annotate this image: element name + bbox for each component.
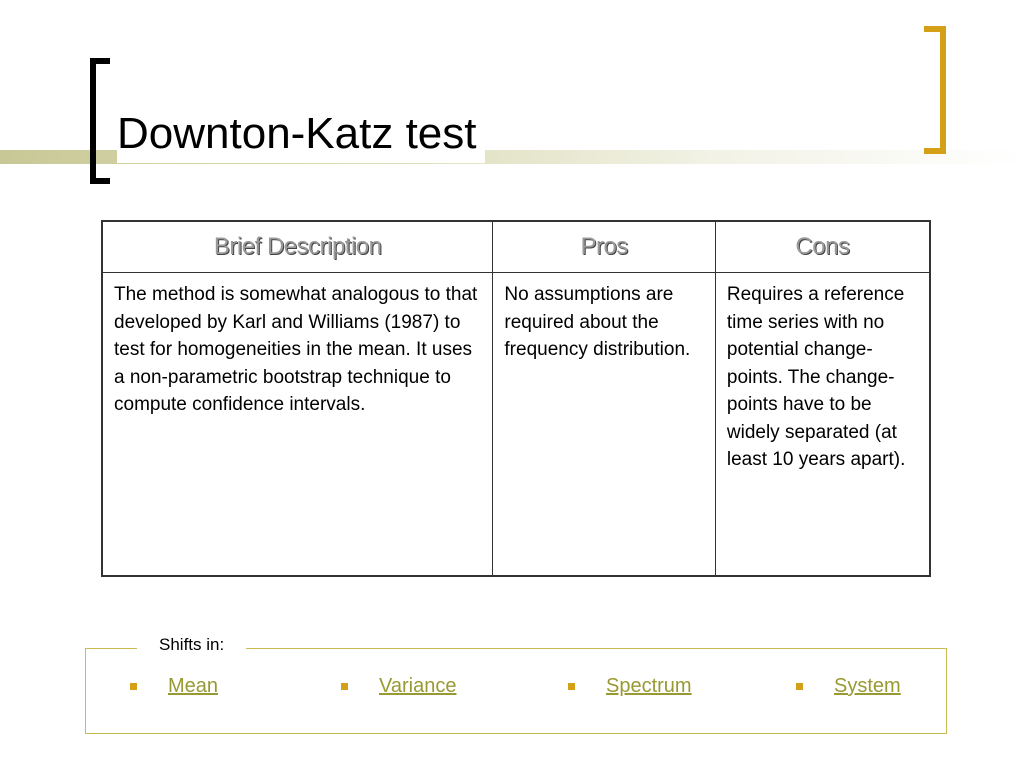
header-pros: Pros xyxy=(493,221,715,273)
comparison-table xyxy=(101,220,931,577)
square-bullet-icon xyxy=(130,683,137,690)
shifts-label: Shifts in: xyxy=(137,634,246,656)
spectrum-link[interactable]: Spectrum xyxy=(606,675,692,697)
table-row xyxy=(102,273,930,577)
right-bracket-decoration xyxy=(924,26,946,154)
square-bullet-icon xyxy=(568,683,575,690)
left-bracket-decoration xyxy=(90,58,110,184)
square-bullet-icon xyxy=(341,683,348,690)
header-brief-description: Brief Description xyxy=(102,221,493,273)
header-cons: Cons xyxy=(715,221,930,273)
system-link[interactable]: System xyxy=(834,675,901,697)
mean-link[interactable]: Mean xyxy=(168,675,219,697)
table-header-row xyxy=(102,221,930,273)
variance-link[interactable]: Variance xyxy=(379,675,457,697)
cell-pros: No assumptions are required about the frequency distribution. xyxy=(493,273,715,577)
slide-title: Downton-Katz test xyxy=(117,105,485,163)
cell-cons: Requires a reference time series with no potential change-points. The change-points have to be widely separated (at least 10 years apart). xyxy=(715,273,930,577)
square-bullet-icon xyxy=(796,683,803,690)
cell-brief-description: The method is somewhat analogous to that developed by Karl and Williams (1987) to test for homogeneities in the mean. It uses a non-parametric bootstrap technique to compute confidence intervals. xyxy=(102,273,493,577)
